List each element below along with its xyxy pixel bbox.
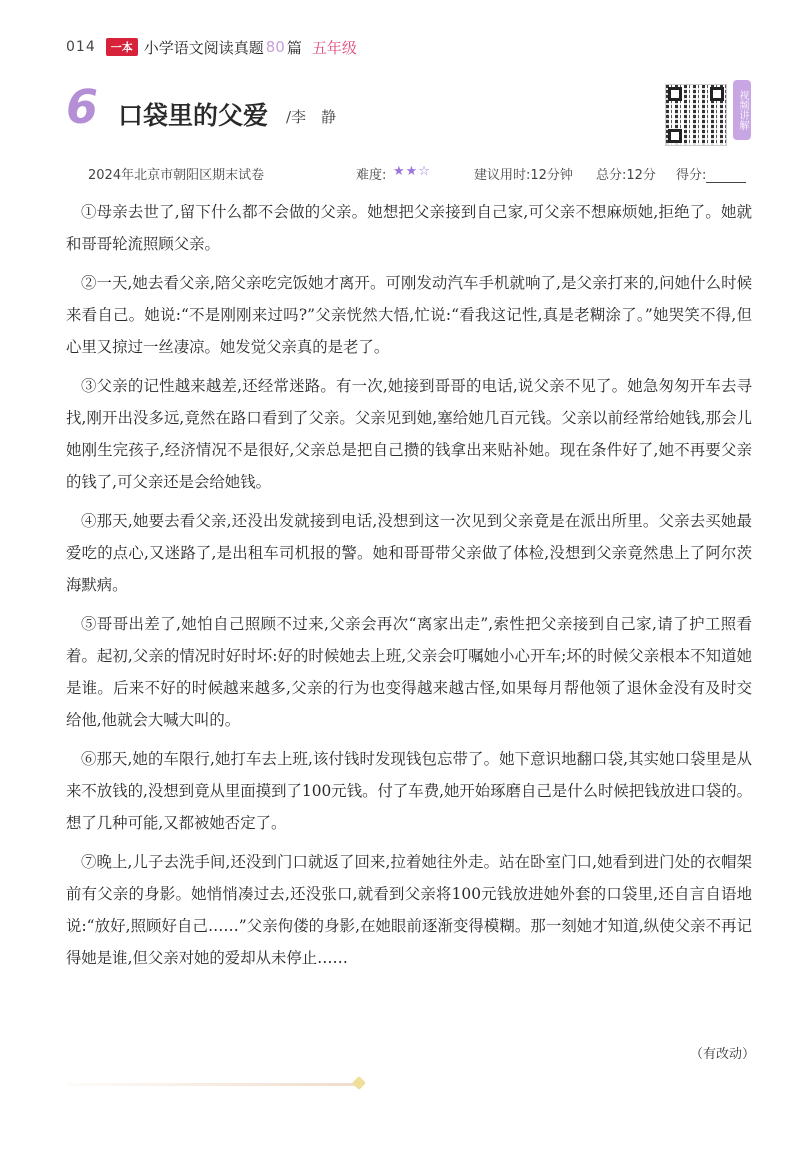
paragraph-6: ⑥那天,她的车限行,她打车去上班,该付钱时发现钱包忘带了。她下意识地翻口袋,其实她口袋里是从来不放钱的,没想到竟从里面摸到了100元钱。付了车费,她开始琢磨自己是什么时候把钱放进口袋的。想了几种可能,又都被她否定了。 xyxy=(66,750,752,832)
video-tab[interactable]: 视频讲解 xyxy=(733,80,751,140)
book-grade: 五年级 xyxy=(311,38,357,57)
lesson-number: 6 xyxy=(66,80,99,134)
lesson-title: 口袋里的父爱 xyxy=(118,101,269,130)
difficulty-label: 难度: xyxy=(356,168,387,183)
paragraph-1: ①母亲去世了,留下什么都不会做的父亲。她想把父亲接到自己家,可父亲不想麻烦她,拒绝了。她就和哥哥轮流照顾父亲。 xyxy=(66,203,752,253)
book-title: 小学语文阅读真题 xyxy=(143,38,264,57)
source-label: 2024年北京市朝阳区期末试卷 xyxy=(88,168,265,183)
page-header xyxy=(66,36,357,58)
brand-logo: 一本 xyxy=(106,38,138,56)
score-blank[interactable] xyxy=(706,170,746,183)
paragraph-4: ④那天,她要去看父亲,还没出发就接到电话,没想到这一次见到父亲竟是在派出所里。父亲去买她最爱吃的点心,又迷路了,是出租车司机报的警。她和哥哥带父亲做了体检,没想到父亲竟然患上了阿尔茨海默病。 xyxy=(66,512,752,594)
lesson-author: /李 静 xyxy=(286,108,337,126)
difficulty-stars: ★★☆ xyxy=(393,164,431,179)
paragraph-5: ⑤哥哥出差了,她怕自己照顾不过来,父亲会再次“离家出走”,索性把父亲接到自己家,请了护工照看着。起初,父亲的情况时好时坏:好的时候她去上班,父亲会叮嘱她小心开车;坏的时候父亲根本不知道她是谁。后来不好的时候越来越多,父亲的行为也变得越来越古怪,如果每月帮他领了退休金没有及时交给他,他就会大喊大叫的。 xyxy=(66,615,752,729)
decorative-line xyxy=(68,1083,358,1086)
book-unit: 篇 xyxy=(286,38,302,57)
got-label: 得分: xyxy=(676,164,746,183)
qr-code-icon[interactable] xyxy=(665,84,727,146)
paragraph-7: ⑦晚上,儿子去洗手间,还没到门口就返了回来,拉着她往外走。站在卧室门口,她看到进门处的衣帽架前有父亲的身影。她悄悄凑过去,还没张口,就看到父亲将100元钱放进她外套的口袋里,还自言自语地说:“放好,照顾好自己……”父亲佝偻的身影,在她眼前逐渐变得模糊。那一刻她才知道,纵使父亲不再记得她是谁,但父亲对她的爱却从未停止…… xyxy=(66,853,752,967)
score-label: 总分:12分 xyxy=(596,168,656,183)
time-label: 建议用时:12分钟 xyxy=(474,168,573,183)
revision-note: （有改动） xyxy=(690,1047,756,1062)
decorative-star-icon xyxy=(352,1076,366,1090)
page-number: 014 xyxy=(66,39,96,55)
paragraph-2: ②一天,她去看父亲,陪父亲吃完饭她才离开。可刚发动汽车手机就响了,是父亲打来的,问她什么时候来看自己。她说:“不是刚刚来过吗?”父亲恍然大悟,忙说:“看我这记性,真是老糊涂了。”她哭笑不得,但心里又掠过一丝凄凉。她发觉父亲真的是老了。 xyxy=(66,274,752,356)
book-count: 80 xyxy=(265,38,285,56)
paragraph-3: ③父亲的记性越来越差,还经常迷路。有一次,她接到哥哥的电话,说父亲不见了。她急匆匆开车去寻找,刚开出没多远,竟然在路口看到了父亲。父亲见到她,塞给她几百元钱。父亲以前经常给她钱,那会儿她刚生完孩子,经济情况不是很好,父亲总是把自己攒的钱拿出来贴补她。现在条件好了,她不再要父亲的钱了,可父亲还是会给她钱。 xyxy=(66,377,752,491)
article-body xyxy=(66,196,752,981)
